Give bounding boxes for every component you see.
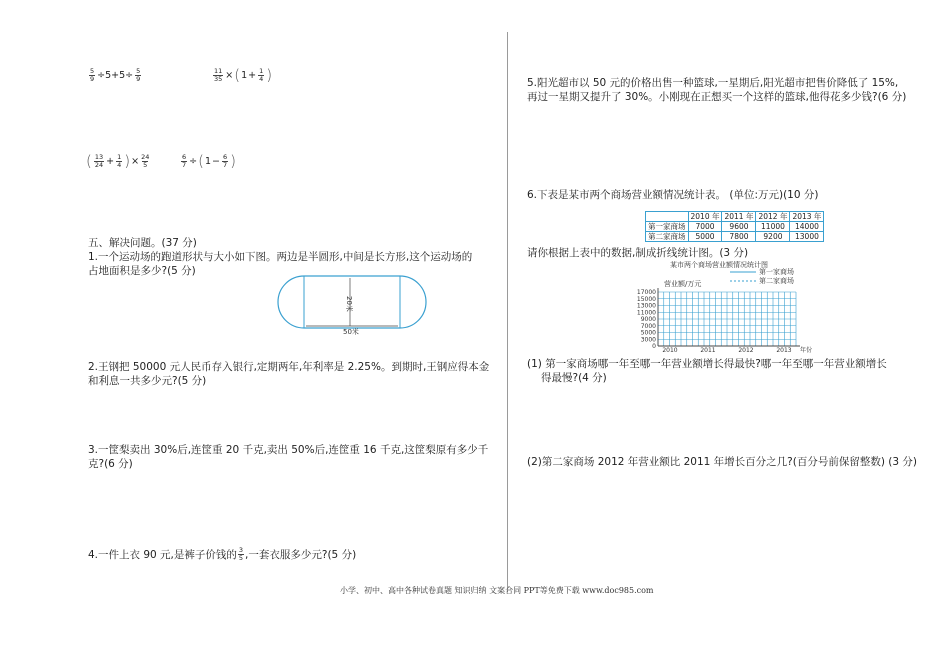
chart-title: 某市两个商场营业额情况统计图 — [670, 261, 768, 269]
x-tick-labels — [662, 347, 791, 354]
y-tick-label: 0 — [652, 343, 656, 350]
y-tick-label: 7000 — [640, 322, 656, 330]
question-1-line-2: 占地面积是多少?(5 分) — [88, 265, 196, 277]
fraction: $\frac{1}{4}$ — [259, 66, 264, 83]
fraction: $\frac{6}{7}$ — [222, 152, 228, 169]
question-3-line-1: 3.一筐梨卖出 30%后,连筐重 20 千克,卖出 50%后,连筐重 16 千克,这筐梨原有多少千 — [88, 444, 489, 456]
y-tick-label: 17000 — [636, 289, 656, 296]
question-5-line-2: 再过一星期又提升了 30%。小刚现在正想买一个这样的篮球,他得花多少钱?(6 分) — [527, 91, 907, 103]
y-tick-label: 15000 — [636, 295, 656, 303]
x-axis-unit: 年份 — [800, 347, 813, 354]
sub-question-1-line-2: 得最慢?(4 分) — [541, 372, 607, 384]
fraction: $\frac{1}{4}$ — [117, 152, 122, 169]
x-tick-label: 2013 — [776, 347, 792, 354]
x-tick-label: 2012 — [738, 347, 754, 354]
x-tick-label: 2010 — [662, 347, 678, 354]
section-title: 五、解决问题。(37 分) — [88, 237, 197, 249]
table-row: 第二家商场 5000 7800 9200 13000 — [646, 232, 824, 242]
question-1-line-1: 1.一个运动场的跑道形状与大小如下图。两边是半圆形,中间是长方形,这个运动场的 — [88, 251, 473, 263]
y-tick-label: 5000 — [640, 329, 656, 337]
question-5-line-1: 5.阳光超市以 50 元的价格出售一种篮球,一星期后,阳光超市把售价降低了 15%, — [527, 77, 899, 89]
question-3-line-2: 克?(6 分) — [88, 458, 133, 470]
fraction: $\frac{24}{5}$ — [141, 152, 150, 169]
y-tick-label: 3000 — [640, 336, 656, 344]
fraction: $\frac{6}{7}$ — [182, 152, 187, 169]
fraction: $\frac{5}{9}$ — [90, 67, 95, 83]
legend-label-1: 第一家商场 — [759, 268, 794, 276]
sales-table — [645, 211, 824, 242]
fraction: $\frac{5}{9}$ — [136, 67, 141, 83]
sub-question-2: (2)第二家商场 2012 年营业额比 2011 年增长百分之几?(百分号前保留整数) (3 分) — [527, 456, 917, 468]
track-diagram — [270, 268, 430, 336]
y-tick-label: 11000 — [636, 309, 656, 317]
calc-expression-4: $\frac{6}{7}$ ÷ ( 1 − $\frac{6}{7}$ ) — [182, 152, 236, 170]
chart-grid — [658, 288, 800, 346]
sub-question-1-line-1: (1) 第一家商场哪一年至哪一年营业额增长得最快?哪一年至哪一年营业额增长 — [527, 358, 887, 370]
track-width-label: 20米 — [345, 296, 353, 312]
question-6-title: 6.下表是某市两个商场营业额情况统计表。 (单位:万元)(10 分) — [527, 189, 819, 201]
x-tick-label: 2011 — [700, 347, 716, 354]
fraction: $\frac{11}{35}$ — [214, 66, 223, 83]
legend-label-2: 第二家商场 — [759, 277, 794, 285]
fraction: $\frac{13}{24}$ — [94, 152, 104, 169]
page-footer: 小学、初中、高中各种试卷真题 知识归纳 文案合同 PPT等免费下载 www.doc985.com — [340, 586, 654, 595]
table-row: 第一家商场 7000 9600 11000 14000 — [646, 222, 824, 232]
question-4: 4.一件上衣 90 元,是裤子价钱的 $\frac{3}{5}$ ,一套衣服多少元?(5 分) — [88, 546, 357, 562]
y-axis-label: 营业额/万元 — [664, 280, 702, 288]
y-tick-label: 9000 — [640, 316, 656, 323]
line-chart — [630, 259, 816, 355]
y-tick-labels — [637, 289, 656, 350]
calc-expression-1: $\frac{5}{9}$ ÷5+5÷ $\frac{5}{9}$ — [90, 67, 141, 83]
track-length-label: 50米 — [343, 328, 359, 336]
table-header-row: 2010 年 2011 年 2012 年 2013 年 — [646, 212, 824, 222]
chart-instruction: 请你根据上表中的数据,制成折线统计图。(3 分) — [527, 247, 749, 259]
fraction: $\frac{3}{5}$ — [238, 546, 244, 562]
y-tick-label: 13000 — [636, 302, 656, 310]
question-2-line-1: 2.王钢把 50000 元人民币存入银行,定期两年,年利率是 2.25%。到期时,王钢应得本金 — [88, 361, 490, 373]
column-divider — [507, 32, 508, 592]
calc-expression-3: ( $\frac{13}{24}$ + $\frac{1}{4}$ ) × $\frac{24}{5}$ — [86, 152, 150, 170]
question-2-line-2: 和利息一共多少元?(5 分) — [88, 375, 207, 387]
calc-expression-2: $\frac{11}{35}$ × ( 1 + $\frac{1}{4}$ ) — [214, 66, 273, 84]
